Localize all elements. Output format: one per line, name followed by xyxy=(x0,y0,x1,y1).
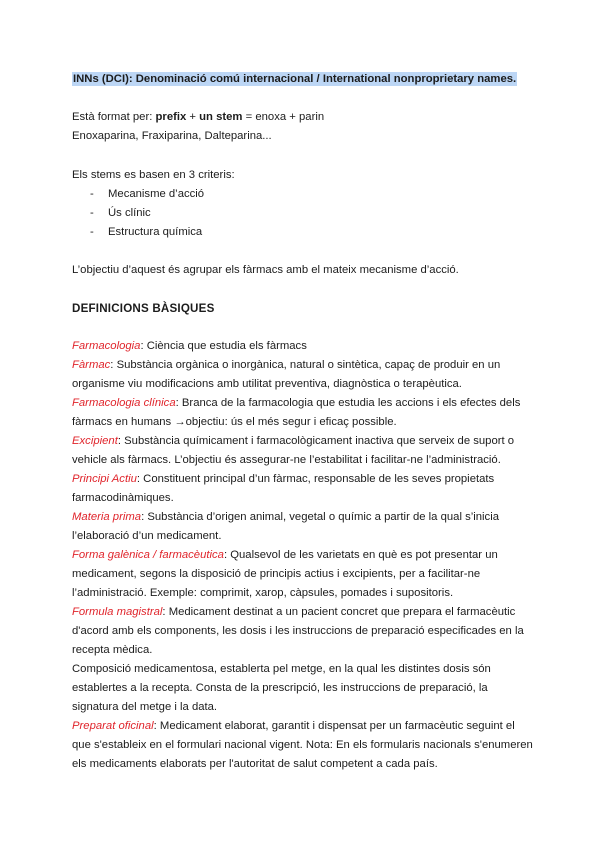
definition-clinica-cont: fàrmacs en humans →objectiu: ús el més segur i eficaç possible. xyxy=(72,416,397,428)
criteria-item: - Estructura química xyxy=(90,226,203,238)
section-heading: DEFINICIONS BÀSIQUES xyxy=(72,302,215,315)
composicio-text: establertes a la recepta. Consta de la prescripció, les instruccions de preparació, la xyxy=(72,682,488,694)
format-line xyxy=(72,108,324,127)
definition-excipient-cont: vehicle als fàrmacs. L’objectiu és assegurar-ne l’estabilitat i facilitar-ne l’administració. xyxy=(72,454,501,466)
page-title: INNs (DCI): Denominació comú internacional / International nonproprietary names. xyxy=(73,73,517,85)
definition-principi-actiu: Principi Actiu: Constituent principal d’un fàrmac, responsable de les seves propietats xyxy=(72,473,495,485)
composicio-text: Composició medicamentosa, establerta pel metge, en la qual les distintes dosis són xyxy=(72,663,491,675)
definition-materia-cont: l’elaboració d’un medicament. xyxy=(72,530,222,542)
examples-line: Enoxaparina, Fraxiparina, Dalteparina... xyxy=(72,130,272,142)
criteria-intro: Els stems es basen en 3 criteris: xyxy=(72,169,235,181)
definition-materia-prima: Materia prima: Substància d’origen animal, vegetal o químic a partir de la qual s’inicia xyxy=(72,511,499,523)
definition-forma-cont: l’administració. Exemple: comprimit, xarop, càpsules, pomades i supositoris. xyxy=(72,587,454,599)
composicio-text: signatura del metge i la data. xyxy=(72,701,218,713)
definition-formula-magistral: Formula magistral: Medicament destinat a un pacient concret que prepara el farmacèutic xyxy=(72,606,516,618)
prefix-bold: prefix xyxy=(155,111,187,123)
definition-forma-galenica: Forma galènica / farmacèutica: Qualsevol de les varietats en què es pot presentar un xyxy=(72,549,498,561)
definition-forma-cont: medicament, segons la disposició de principis actius i excipients, per a facilitar-ne xyxy=(72,568,481,580)
definition-preparat-oficinal: Preparat oficinal: Medicament elaborat, garantit i dispensat per un farmacèutic seguint el xyxy=(72,720,515,732)
definition-farmac-cont: organisme viu modificacions amb utilitat preventiva, diagnòstica o terapèutica. xyxy=(72,378,462,390)
criteria-item: - Ús clínic xyxy=(90,207,151,219)
format-rest: = enoxa + parin xyxy=(242,111,325,123)
stem-bold: un stem xyxy=(199,111,243,123)
objective-text: L’objectiu d’aquest és agrupar els fàrmacs amb el mateix mecanisme d’acció. xyxy=(72,264,459,276)
definition-excipient: Excipient: Substància químicament i farmacològicament inactiva que serveix de suport o xyxy=(72,435,515,447)
plus-text: + xyxy=(186,111,200,123)
definition-formula-cont: d'acord amb els components, les dosis i les instruccions de preparació especificades en la xyxy=(72,625,524,637)
definition-farmacologia: Farmacologia: Ciència que estudia els fàrmacs xyxy=(72,340,307,352)
definition-farmacologia-clinica: Farmacologia clínica: Branca de la farmacologia que estudia les accions i els efectes dels xyxy=(72,397,521,409)
criteria-item: - Mecanisme d’acció xyxy=(90,188,205,200)
format-text: Està format per: xyxy=(72,111,156,123)
definition-preparat-cont: que s'estableix en el formulari nacional vigent. Nota: En els formularis nacionals s'enumeren xyxy=(72,739,533,751)
definition-principi-cont: farmacodinàmiques. xyxy=(72,492,174,504)
definition-farmac: Fàrmac: Substància orgànica o inorgànica, natural o sintètica, capaç de produir en un xyxy=(72,359,501,371)
definition-preparat-cont: els medicaments elaborats per l'autoritat de salut competent a cada país. xyxy=(72,758,438,770)
definition-formula-cont: recepta mèdica. xyxy=(72,644,153,656)
title-line xyxy=(72,70,517,89)
